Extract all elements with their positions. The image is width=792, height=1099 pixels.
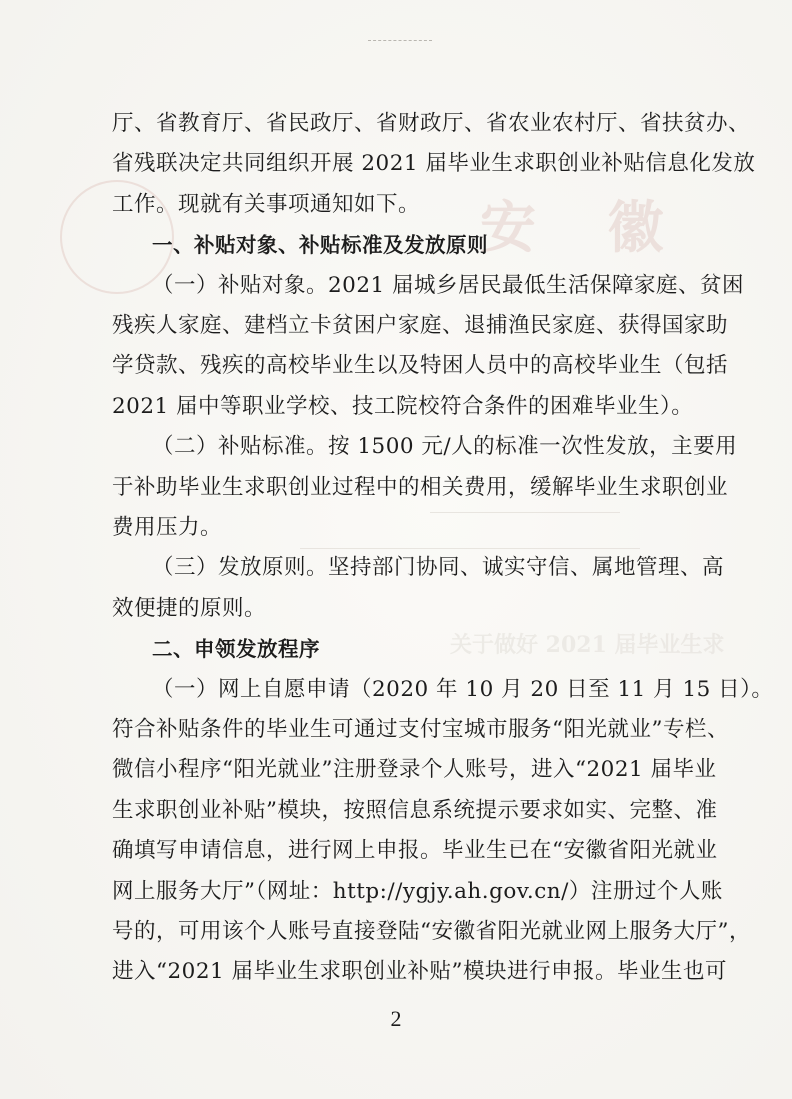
- paragraph-line: （三）发放原则。坚持部门协同、诚实守信、属地管理、高: [152, 555, 725, 581]
- paragraph-line: （二）补贴标准。按 1500 元/人的标准一次性发放，主要用: [152, 434, 738, 460]
- paragraph-line: （一）网上自愿申请（2020 年 10 月 20 日至 11 月 15 日）。: [152, 676, 774, 702]
- paragraph-line: 微信小程序“阳光就业”注册登录个人账号，进入“2021 届毕业: [112, 757, 717, 783]
- paragraph-line: 厅、省教育厅、省民政厅、省财政厅、省农业农村厅、省扶贫办、: [112, 111, 751, 136]
- page-number: 2: [390, 1006, 402, 1031]
- bleed-through-rule: [430, 512, 620, 513]
- paragraph-line: 于补助毕业生求职创业过程中的相关费用，缓解毕业生求职创业: [112, 474, 729, 500]
- paragraph-line: 确填写申请信息，进行网上申报。毕业生已在“安徽省阳光就业: [112, 838, 718, 864]
- paragraph-line: 符合补贴条件的毕业生可通过支付宝城市服务“阳光就业”专栏、: [112, 717, 729, 742]
- paragraph-line: 残疾人家庭、建档立卡贫困户家庭、退捕渔民家庭、获得国家助: [112, 313, 729, 338]
- paragraph-line: 网上服务大厅”（网址：http://ygjy.ah.gov.cn/）注册过个人账: [112, 878, 723, 904]
- scan-mark: [368, 40, 432, 44]
- section-heading: 一、补贴对象、补贴标准及发放原则: [152, 233, 488, 258]
- paragraph-line: 进入“2021 届毕业生求职创业补贴”模块进行申报。毕业生也可: [112, 959, 728, 985]
- paragraph-line: 工作。现就有关事项通知如下。: [112, 191, 421, 217]
- paragraph-line: 2021 届中等职业学校、技工院校符合条件的困难毕业生）。: [112, 393, 694, 419]
- paragraph-line: 号的，可用该个人账号直接登陆“安徽省阳光就业网上服务大厅”，: [112, 919, 751, 944]
- paragraph-line: （一）补贴对象。2021 届城乡居民最低生活保障家庭、贫困: [152, 272, 745, 298]
- paragraph-line: 省残联决定共同组织开展 2021 届毕业生求职创业补贴信息化发放: [112, 151, 756, 177]
- paragraph-line: 生求职创业补贴”模块，按照信息系统提示要求如实、完整、准: [112, 797, 718, 823]
- paragraph-line: 费用压力。: [112, 515, 223, 540]
- bleed-through-title: 安 徽: [480, 195, 690, 261]
- section-heading: 二、申领发放程序: [152, 637, 320, 662]
- paragraph-line: 效便捷的原则。: [112, 595, 267, 621]
- bleed-through-heading: 关于做好 2021 届毕业生求: [450, 632, 725, 658]
- paragraph-line: 学贷款、残疾的高校毕业生以及特困人员中的高校毕业生（包括: [112, 353, 729, 379]
